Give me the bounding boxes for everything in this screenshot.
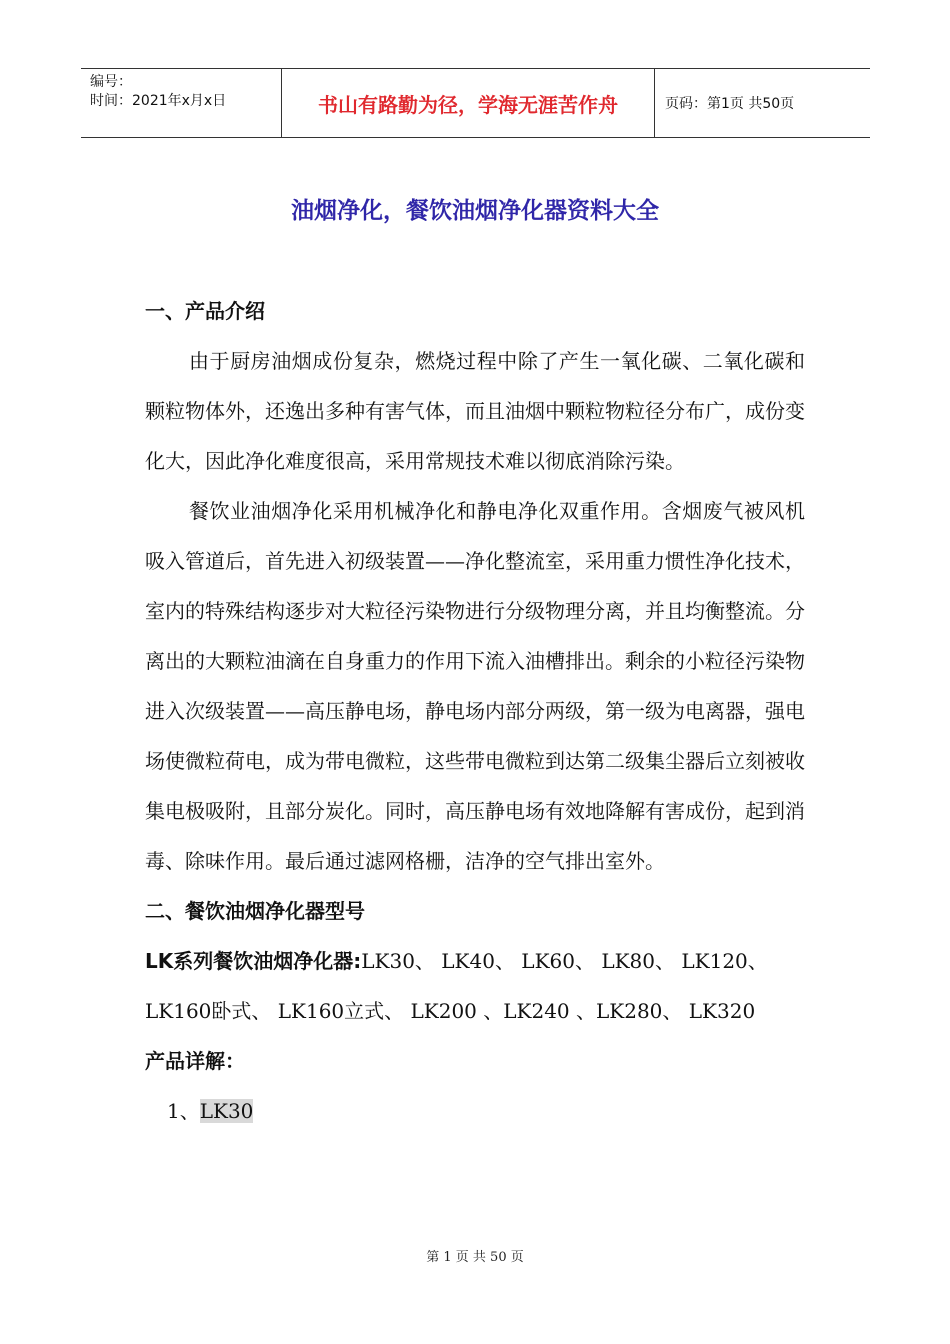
product-detail-heading: 产品详解： — [145, 1049, 245, 1073]
header-motto: 书山有路勤为径，学海无涯苦作舟 — [282, 69, 655, 137]
intro-paragraph-2: 餐饮业油烟净化采用机械净化和静电净化双重作用。含烟废气被风机吸入管道后，首先进入初级装置——净化整流室，采用重力惯性净化技术，室内的特殊结构逐步对大粒径污染物进行分级物理分离，并且均衡整流。分离出的大颗粒油滴在自身重力的作用下流入油槽排出。剩余的小粒径污染物进入次级装置——高压静电场，静电场内部分两级，第一级为电离器，强电场使微粒荷电，成为带电微粒，这些带电微粒到达第二级集尘器后立刻被收集电极吸附，且部分炭化。同时，高压静电场有效地降解有害成份，起到消毒、除味作用。最后通过滤网格栅，洁净的空气排出室外。 — [145, 499, 805, 873]
header-table — [81, 68, 870, 138]
time-label: 时间：2021年x月x日 — [90, 93, 227, 109]
product-item-model: LK30 — [199, 1099, 254, 1123]
intro-paragraph-1: 由于厨房油烟成份复杂，燃烧过程中除了产生一氧化碳、二氧化碳和颗粒物体外，还逸出多种有害气体，而且油烟中颗粒物粒径分布广，成份变化大，因此净化难度很高，采用常规技术难以彻底消除污染。 — [145, 349, 805, 473]
document-title: 油烟净化，餐饮油烟净化器资料大全 — [291, 198, 659, 224]
section-heading-intro: 一、产品介绍 — [145, 299, 265, 323]
page-footer: 第 1 页 共 50 页 — [426, 1250, 524, 1265]
model-series-label: LK系列餐饮油烟净化器: — [145, 949, 362, 973]
header-meta-cell — [81, 69, 282, 137]
model-list-2: LK160卧式、 LK160立式、 LK200 、LK240 、LK280、 LK320 — [145, 999, 756, 1023]
product-item-1 — [145, 1086, 805, 1136]
product-item-number: 1、 — [167, 1099, 200, 1123]
number-label: 编号： — [90, 74, 132, 90]
header-page-info: 页码：第1页 共50页 — [665, 96, 795, 112]
model-list-1: LK30、 LK40、 LK60、 LK80、 LK120、 — [361, 949, 768, 973]
section-heading-models: 二、餐饮油烟净化器型号 — [145, 899, 365, 923]
model-series-line — [145, 936, 805, 986]
document-body — [145, 286, 805, 1136]
